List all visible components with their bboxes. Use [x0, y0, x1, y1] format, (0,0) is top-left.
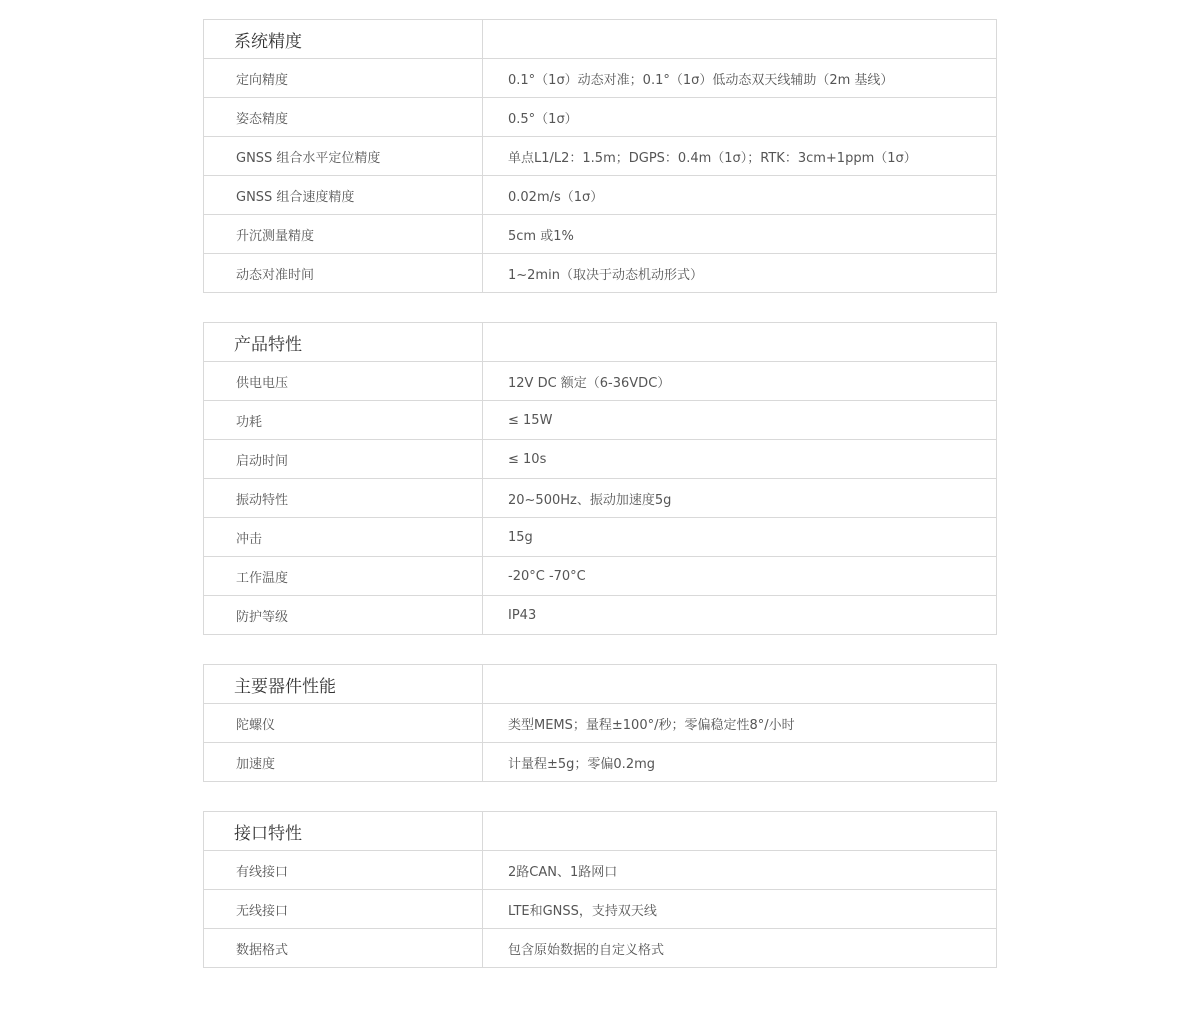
row-value: LTE和GNSS，支持双天线 [483, 890, 997, 929]
table-row [204, 479, 997, 518]
section-title: 主要器件性能 [204, 665, 483, 704]
section-header-empty-cell [483, 323, 997, 362]
table-row [204, 890, 997, 929]
row-label: GNSS 组合水平定位精度 [204, 137, 483, 176]
row-label: 动态对准时间 [204, 254, 483, 293]
row-value: 类型MEMS；量程±100°/秒；零偏稳定性8°/小时 [483, 704, 997, 743]
row-label: 功耗 [204, 401, 483, 440]
table-row [204, 440, 997, 479]
row-label: 启动时间 [204, 440, 483, 479]
spec-tables [203, 19, 996, 997]
row-label: 供电电压 [204, 362, 483, 401]
row-value: 2路CAN、1路网口 [483, 851, 997, 890]
table-row [204, 929, 997, 968]
row-label: 冲击 [204, 518, 483, 557]
row-label: 振动特性 [204, 479, 483, 518]
row-label: 数据格式 [204, 929, 483, 968]
table-row [204, 98, 997, 137]
row-label: 升沉测量精度 [204, 215, 483, 254]
row-label: 有线接口 [204, 851, 483, 890]
section-header-row [204, 20, 997, 59]
row-label: 加速度 [204, 743, 483, 782]
table-row [204, 596, 997, 635]
spec-table-interfaces [203, 811, 997, 968]
row-value: 0.1°（1σ）动态对准；0.1°（1σ）低动态双天线辅助（2m 基线） [483, 59, 997, 98]
row-value: 单点L1/L2：1.5m；DGPS：0.4m（1σ）；RTK：3cm+1ppm（1σ） [483, 137, 997, 176]
row-value: IP43 [483, 596, 997, 635]
row-value: 包含原始数据的自定义格式 [483, 929, 997, 968]
section-header-empty-cell [483, 812, 997, 851]
row-label: 陀螺仪 [204, 704, 483, 743]
row-value: 计量程±5g；零偏0.2mg [483, 743, 997, 782]
table-row [204, 743, 997, 782]
table-row [204, 176, 997, 215]
table-row [204, 851, 997, 890]
row-value: 1~2min（取决于动态机动形式） [483, 254, 997, 293]
row-label: 工作温度 [204, 557, 483, 596]
section-title: 产品特性 [204, 323, 483, 362]
table-row [204, 362, 997, 401]
row-label: 防护等级 [204, 596, 483, 635]
row-value: ≤ 15W [483, 401, 997, 440]
table-row [204, 401, 997, 440]
table-row [204, 137, 997, 176]
section-header-row [204, 812, 997, 851]
spec-table-main-components [203, 664, 997, 782]
table-row [204, 704, 997, 743]
section-header-empty-cell [483, 665, 997, 704]
table-row [204, 557, 997, 596]
row-value: 15g [483, 518, 997, 557]
row-label: 姿态精度 [204, 98, 483, 137]
row-value: ≤ 10s [483, 440, 997, 479]
row-value: 5cm 或1% [483, 215, 997, 254]
spec-table-product-features [203, 322, 997, 635]
row-value: 12V DC 额定（6-36VDC） [483, 362, 997, 401]
row-label: 定向精度 [204, 59, 483, 98]
row-label: GNSS 组合速度精度 [204, 176, 483, 215]
table-row [204, 254, 997, 293]
table-row [204, 215, 997, 254]
section-header-row [204, 323, 997, 362]
section-title: 接口特性 [204, 812, 483, 851]
spec-table-system-accuracy [203, 19, 997, 293]
section-title: 系统精度 [204, 20, 483, 59]
row-value: 20~500Hz、振动加速度5g [483, 479, 997, 518]
section-header-row [204, 665, 997, 704]
section-header-empty-cell [483, 20, 997, 59]
row-value: -20°C -70°C [483, 557, 997, 596]
table-row [204, 59, 997, 98]
table-row [204, 518, 997, 557]
row-value: 0.02m/s（1σ） [483, 176, 997, 215]
row-label: 无线接口 [204, 890, 483, 929]
row-value: 0.5°（1σ） [483, 98, 997, 137]
